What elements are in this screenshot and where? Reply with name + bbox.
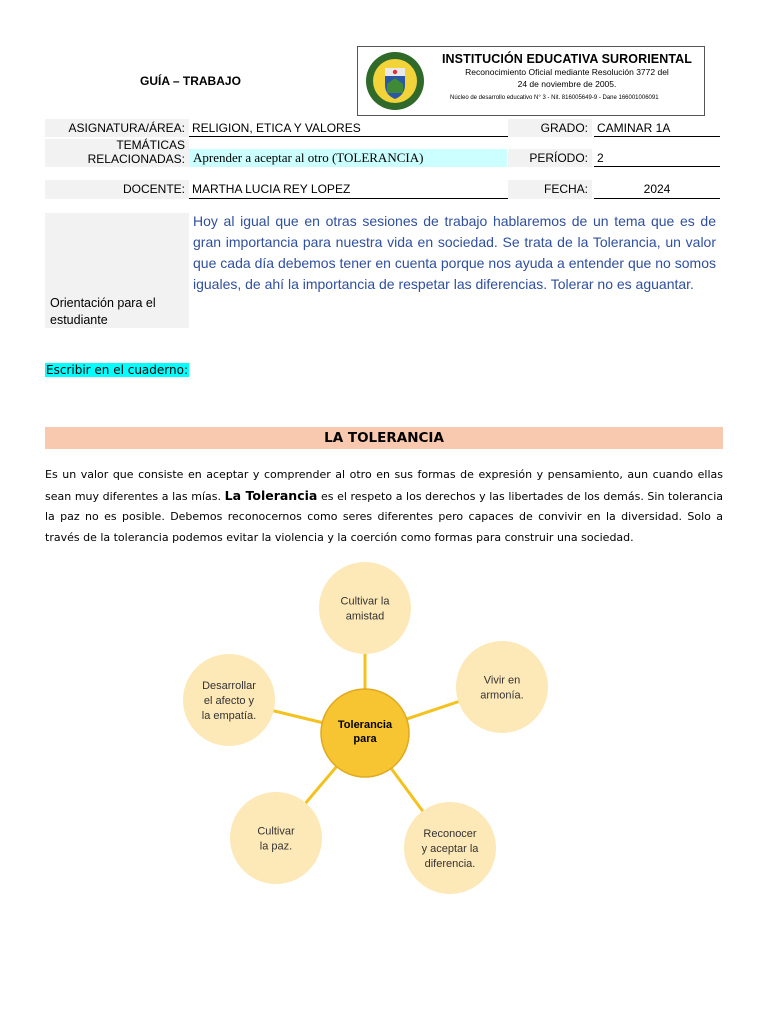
topics-label-line-2: RELACIONADAS: bbox=[87, 151, 185, 166]
institution-name: INSTITUCIÓN EDUCATIVA SURORIENTAL bbox=[441, 52, 693, 66]
diagram-node-label: armonía. bbox=[480, 689, 524, 702]
diagram-node-label: la empatía. bbox=[201, 710, 257, 722]
tolerance-diagram bbox=[170, 560, 590, 910]
diagram-node-label: la paz. bbox=[259, 840, 293, 853]
diagram-node-label: amistad bbox=[345, 610, 385, 623]
teacher-value: MARTHA LUCIA REY LOPEZ bbox=[189, 180, 508, 199]
diagram-node-label: y aceptar la bbox=[421, 843, 479, 855]
diagram-node-label: Vivir en bbox=[483, 674, 521, 687]
definition-paragraph bbox=[45, 465, 723, 548]
orientation-label: Orientación para el estudiante bbox=[50, 296, 156, 327]
date-label: FECHA: bbox=[508, 180, 592, 199]
school-seal-icon bbox=[365, 51, 425, 111]
subject-label: ASIGNATURA/ÁREA: bbox=[45, 119, 189, 137]
period-value: 2 bbox=[594, 149, 720, 167]
instruction-highlight: Escribir en el cuaderno: bbox=[46, 363, 189, 377]
paragraph-part-2: es el respeto a los derechos y las libertades de los demás. Sin tolerancia la paz no es posible. Debemos reconocernos como seres diferentes pero capaces de convivir en la diversidad. Solo a través de la tolerancia podemos evitar la violencia y la coerción como formas para construir una sociedad. bbox=[45, 489, 723, 544]
topics-label bbox=[45, 139, 189, 167]
center-label-line-2: para bbox=[353, 733, 377, 745]
subject-value: RELIGION, ETICA Y VALORES bbox=[189, 119, 508, 137]
recognition-line-1: Reconocimiento Oficial mediante Resolución 3772 del bbox=[465, 67, 669, 77]
institution-header bbox=[357, 46, 705, 116]
teacher-label: DOCENTE: bbox=[45, 180, 189, 199]
recognition-line-2: 24 de noviembre de 2005. bbox=[517, 79, 617, 89]
nucleus-line: Núcleo de desarrollo educativo N° 3 - Nit. 816005649-9 - Dane 166001006091 bbox=[450, 95, 659, 101]
diagram-node-label: el afecto y bbox=[203, 695, 255, 707]
diagram-node-label: Cultivar la bbox=[340, 595, 390, 608]
diagram-node-circle bbox=[230, 792, 322, 884]
diagram-node-label: Reconocer bbox=[423, 828, 477, 840]
paragraph-bold-term: La Tolerancia bbox=[224, 487, 318, 503]
period-label: PERÍODO: bbox=[508, 149, 592, 167]
orientation-text: Hoy al igual que en otras sesiones de trabajo hablaremos de un tema que es de gran importancia para nuestra vida en sociedad. Se trata de la Tolerancia, un valor que cada día debemos tener en cuenta porque nos ayuda a entender que no somos iguales, de ahí la importancia de respetar las diferencias. Tolerar no es aguantar. bbox=[193, 213, 716, 292]
diagram-node bbox=[230, 792, 322, 884]
paragraph-part-1: Es un valor que consiste en aceptar y comprender al otro en sus formas de expresión y pensamiento, aun cuando ellas sean muy diferentes a las mías. bbox=[45, 468, 723, 503]
grade-value: CAMINAR 1A bbox=[594, 119, 720, 137]
diagram-node-circle bbox=[319, 562, 411, 654]
document-type: GUÍA – TRABAJO bbox=[140, 74, 241, 88]
diagram-node-label: Cultivar bbox=[257, 825, 295, 838]
diagram-node-circle bbox=[456, 641, 548, 733]
orientation-label-cell bbox=[45, 213, 189, 328]
topics-label-line-1: TEMÁTICAS bbox=[116, 138, 185, 152]
diagram-node-label: Desarrollar bbox=[202, 680, 256, 692]
center-label-line-1: Tolerancia bbox=[337, 719, 393, 731]
diagram-center bbox=[321, 689, 409, 777]
grade-label: GRADO: bbox=[508, 119, 592, 137]
date-value: 2024 bbox=[594, 180, 720, 199]
diagram-node bbox=[456, 641, 548, 733]
diagram-node-label: diferencia. bbox=[424, 858, 476, 870]
diagram-node bbox=[183, 654, 275, 746]
topics-value: Aprender a aceptar al otro (TOLERANCIA) bbox=[189, 149, 507, 167]
diagram-node bbox=[319, 562, 411, 654]
section-title: LA TOLERANCIA bbox=[45, 427, 723, 449]
diagram-node bbox=[404, 802, 496, 894]
